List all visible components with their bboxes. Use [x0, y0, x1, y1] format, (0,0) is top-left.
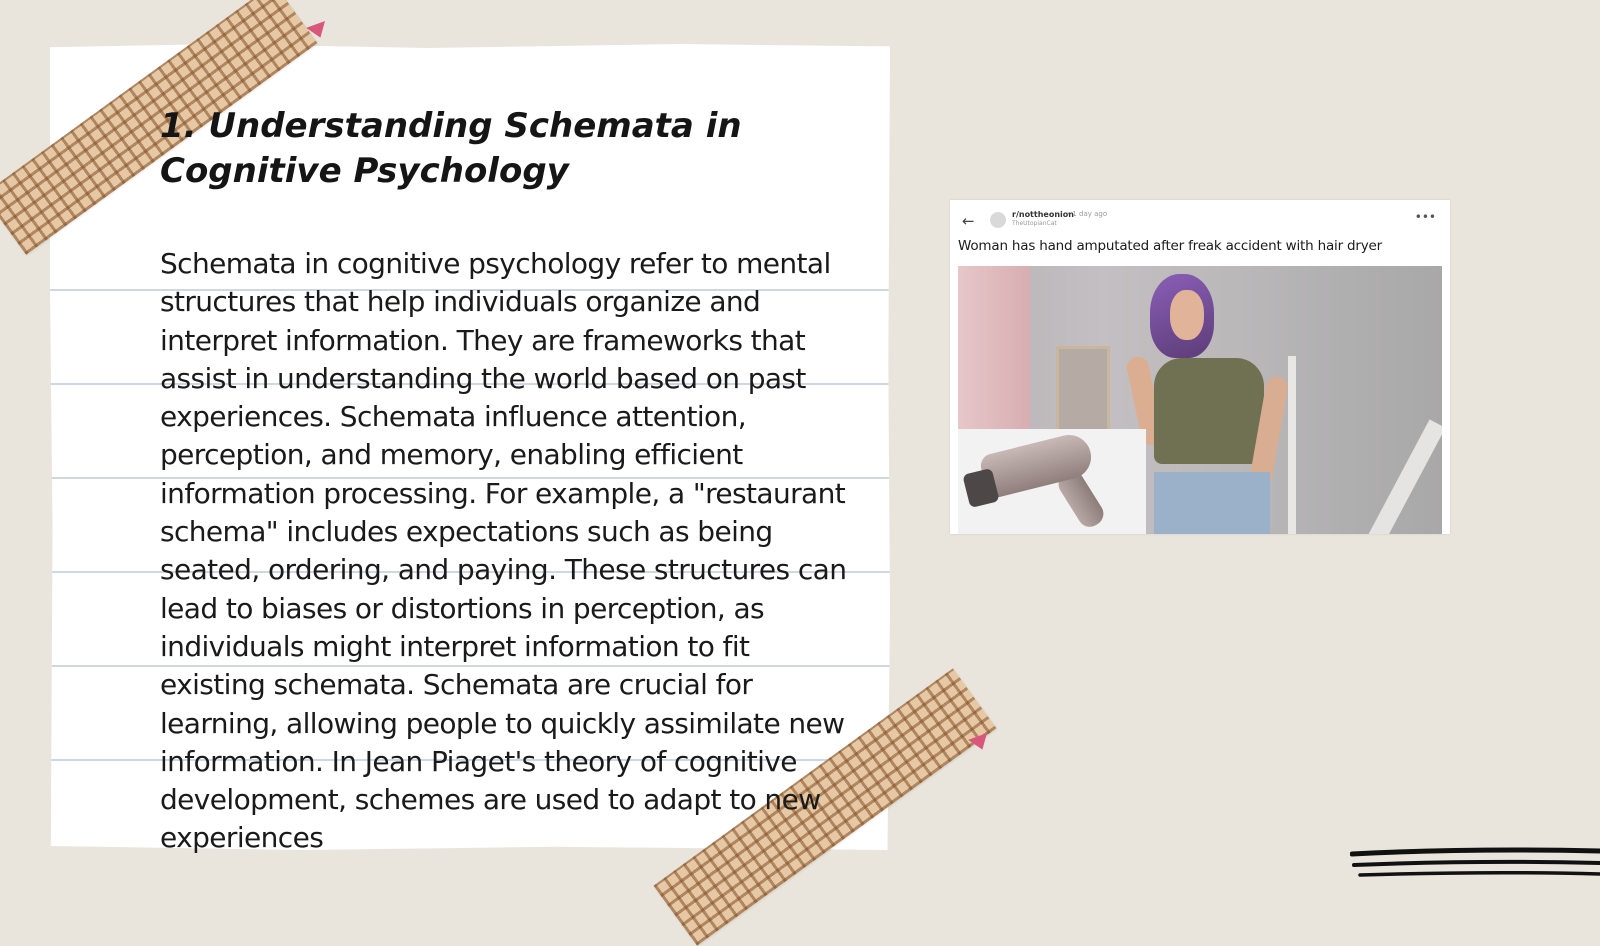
post-title: Woman has hand amputated after freak accident with hair dryer	[958, 238, 1382, 254]
stair-railing	[1369, 419, 1442, 534]
arrow-left-icon: ←	[962, 212, 975, 230]
subreddit-avatar	[990, 212, 1006, 228]
door-frame	[1288, 356, 1296, 534]
reddit-post-screenshot	[950, 200, 1450, 534]
post-photo	[958, 266, 1442, 534]
brush-stroke-lines	[1350, 846, 1600, 886]
person-shirt	[1154, 358, 1264, 464]
hair-dryer-inset	[958, 429, 1146, 534]
slide-body-text: Schemata in cognitive psychology refer to mental structures that help individuals organize and interpret information. They are frameworks that assist in understanding the world based on past experiences. Schemata influence attention, perception, and memory, enabling efficient information processing. For example, a "restaurant schema" includes expectations such as being seated, ordering, and paying. These structures can lead to biases or distortions in perception, as individuals might interpret information to fit existing schemata. Schemata are crucial for learning, allowing people to quickly assimilate new information. In Jean Piaget's theory of cognitive development, schemes are used to adapt to new experiences	[160, 247, 847, 855]
tape-pin-decoration	[306, 21, 330, 41]
post-header	[958, 210, 1442, 232]
person-face	[1170, 290, 1204, 340]
ellipsis-icon: •••	[1414, 210, 1436, 224]
person-jeans	[1154, 472, 1270, 534]
post-time: • 1 day ago	[1066, 210, 1108, 218]
post-author: TheUtopianCat	[1012, 220, 1057, 227]
subreddit-name: r/nottheonion	[1012, 210, 1074, 219]
wall-picture-frame	[1056, 346, 1110, 432]
slide-title: 1. Understanding Schemata in Cognitive Psychology	[160, 106, 742, 191]
